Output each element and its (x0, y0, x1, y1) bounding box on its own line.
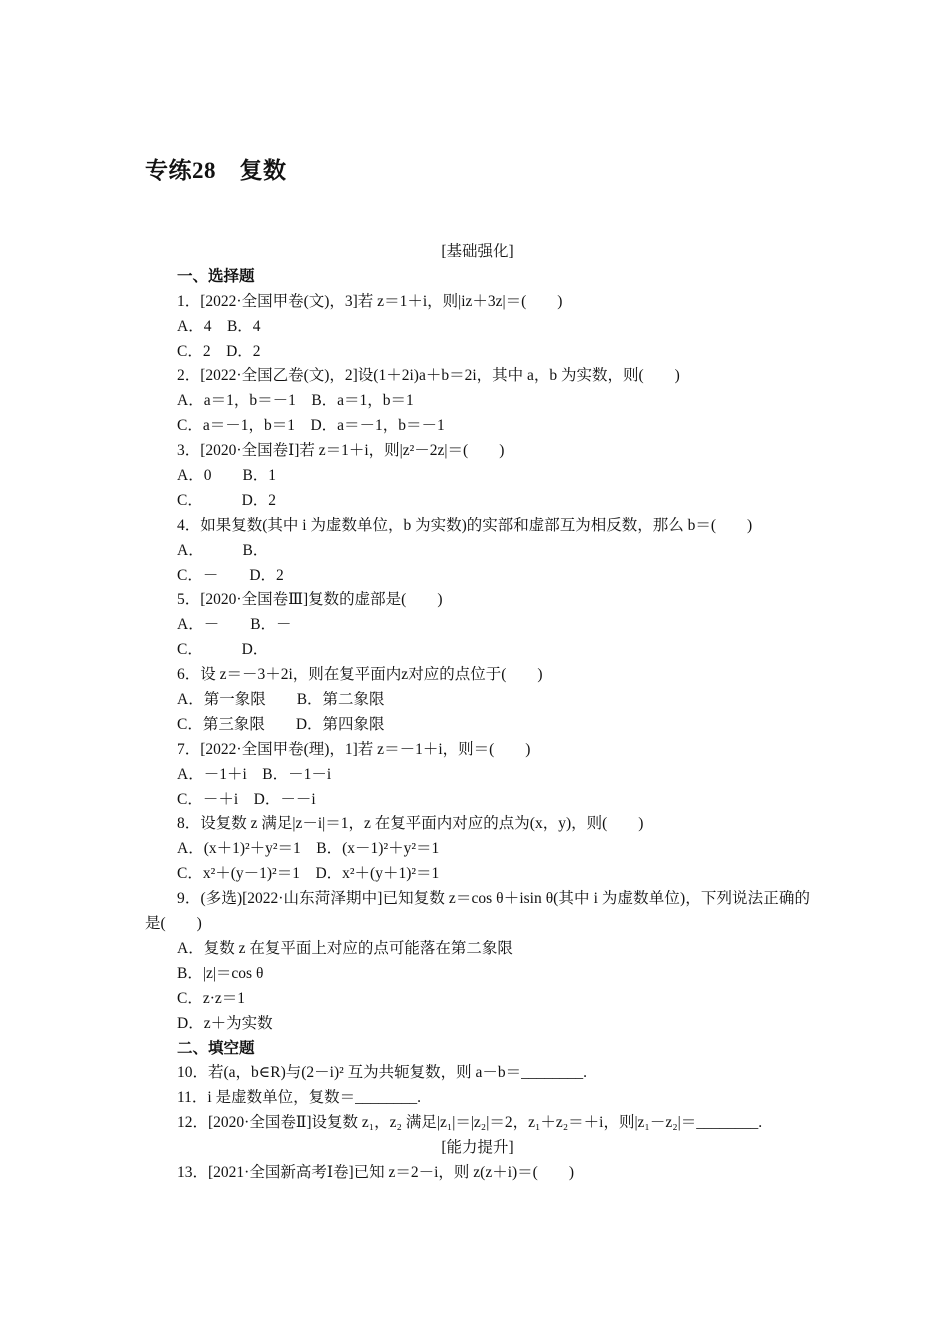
text-line: A． B． (177, 541, 269, 559)
text-line: C． D． (177, 641, 269, 659)
text-line: 6．设 z＝－3＋2i，则在复平面内z对应的点位于( ) (177, 666, 543, 684)
text-line: A．4 B．4 (177, 317, 261, 335)
text-line: A．－ B．－ (177, 616, 292, 634)
text-line: C． D．2 (177, 491, 277, 509)
text-line: 13．[2021·全国新高考Ⅰ卷]已知 z＝2－i，则 z(z＋i)＝( ) (177, 1164, 575, 1181)
page-title: 专练28 复数 (145, 158, 287, 183)
section-label: [能力提升] (441, 1139, 514, 1157)
text-line: 2．[2022·全国乙卷(文)，2]设(1＋2i)a＋b＝2i，其中 a，b 为实数，则( ) (177, 367, 680, 385)
text-line: B．|z|＝cos θ (177, 964, 264, 982)
text-line: C．2 D．2 (177, 342, 261, 360)
text-line: 10．若(a，b∈R)与(2－i)² 互为共轭复数，则 a－b＝________. (177, 1064, 588, 1082)
document-body (145, 240, 810, 1186)
text-line: A．复数 z 在复平面上对应的点可能落在第二象限 (177, 939, 513, 957)
text-line: 3．[2020·全国卷Ⅰ]若 z＝1＋i，则|z²－2z|＝( ) (177, 442, 505, 460)
text-line: A．a＝1，b＝－1 B．a＝1，b＝1 (177, 392, 414, 410)
section-heading: 二、填空题 (177, 1039, 255, 1057)
text-line: C．－ D．2 (177, 566, 284, 584)
text-line: 4．如果复数(其中 i 为虚数单位，b 为实数)的实部和虚部互为相反数，那么 b＝( ) (177, 516, 753, 534)
text-line: 7．[2022·全国甲卷(理)，1]若 z＝－1＋i，则＝( ) (177, 740, 531, 758)
text-line: 5．[2020·全国卷Ⅲ]复数的虚部是( ) (177, 591, 443, 609)
text-line: A．－1＋i B．－1－i (177, 765, 332, 783)
text-line: 8．设复数 z 满足|z－i|＝1，z 在复平面内对应的点为(x，y)，则( ) (177, 815, 644, 833)
section-label: [基础强化] (441, 243, 514, 260)
text-line: A．0 B．1 (177, 467, 277, 485)
text-line: 12．[2020·全国卷Ⅱ]设复数 z₁，z₂ 满足|z₁|＝|z₂|＝2，z₁＋z₂＝＋i，则|z₁－z₂|＝________. (177, 1114, 763, 1132)
text-line: C．x²＋(y－1)²＝1 D．x²＋(y＋1)²＝1 (177, 865, 440, 883)
text-line: 9．(多选)[2022·山东菏泽期中]已知复数 z＝cos θ＋isin θ(其中 i 为虚数单位)，下列说法正确的是( ) (145, 890, 810, 933)
text-line: C．第三象限 D．第四象限 (177, 715, 385, 733)
text-line: D．z＋为实数 (177, 1014, 273, 1032)
text-line: A．(x＋1)²＋y²＝1 B．(x－1)²＋y²＝1 (177, 840, 440, 858)
text-line: C．a＝－1，b＝1 D．a＝－1，b＝－1 (177, 417, 445, 435)
text-line: 1．[2022·全国甲卷(文)，3]若 z＝1＋i，则|iz＋3z|＝( ) (177, 292, 563, 310)
text-line: C．z·z＝1 (177, 989, 246, 1007)
section-heading: 一、选择题 (177, 267, 255, 285)
text-line: 11．i 是虚数单位，复数＝________. (177, 1089, 421, 1107)
text-line: A．第一象限 B．第二象限 (177, 691, 385, 709)
text-line: C．－＋i D．－－i (177, 790, 316, 808)
